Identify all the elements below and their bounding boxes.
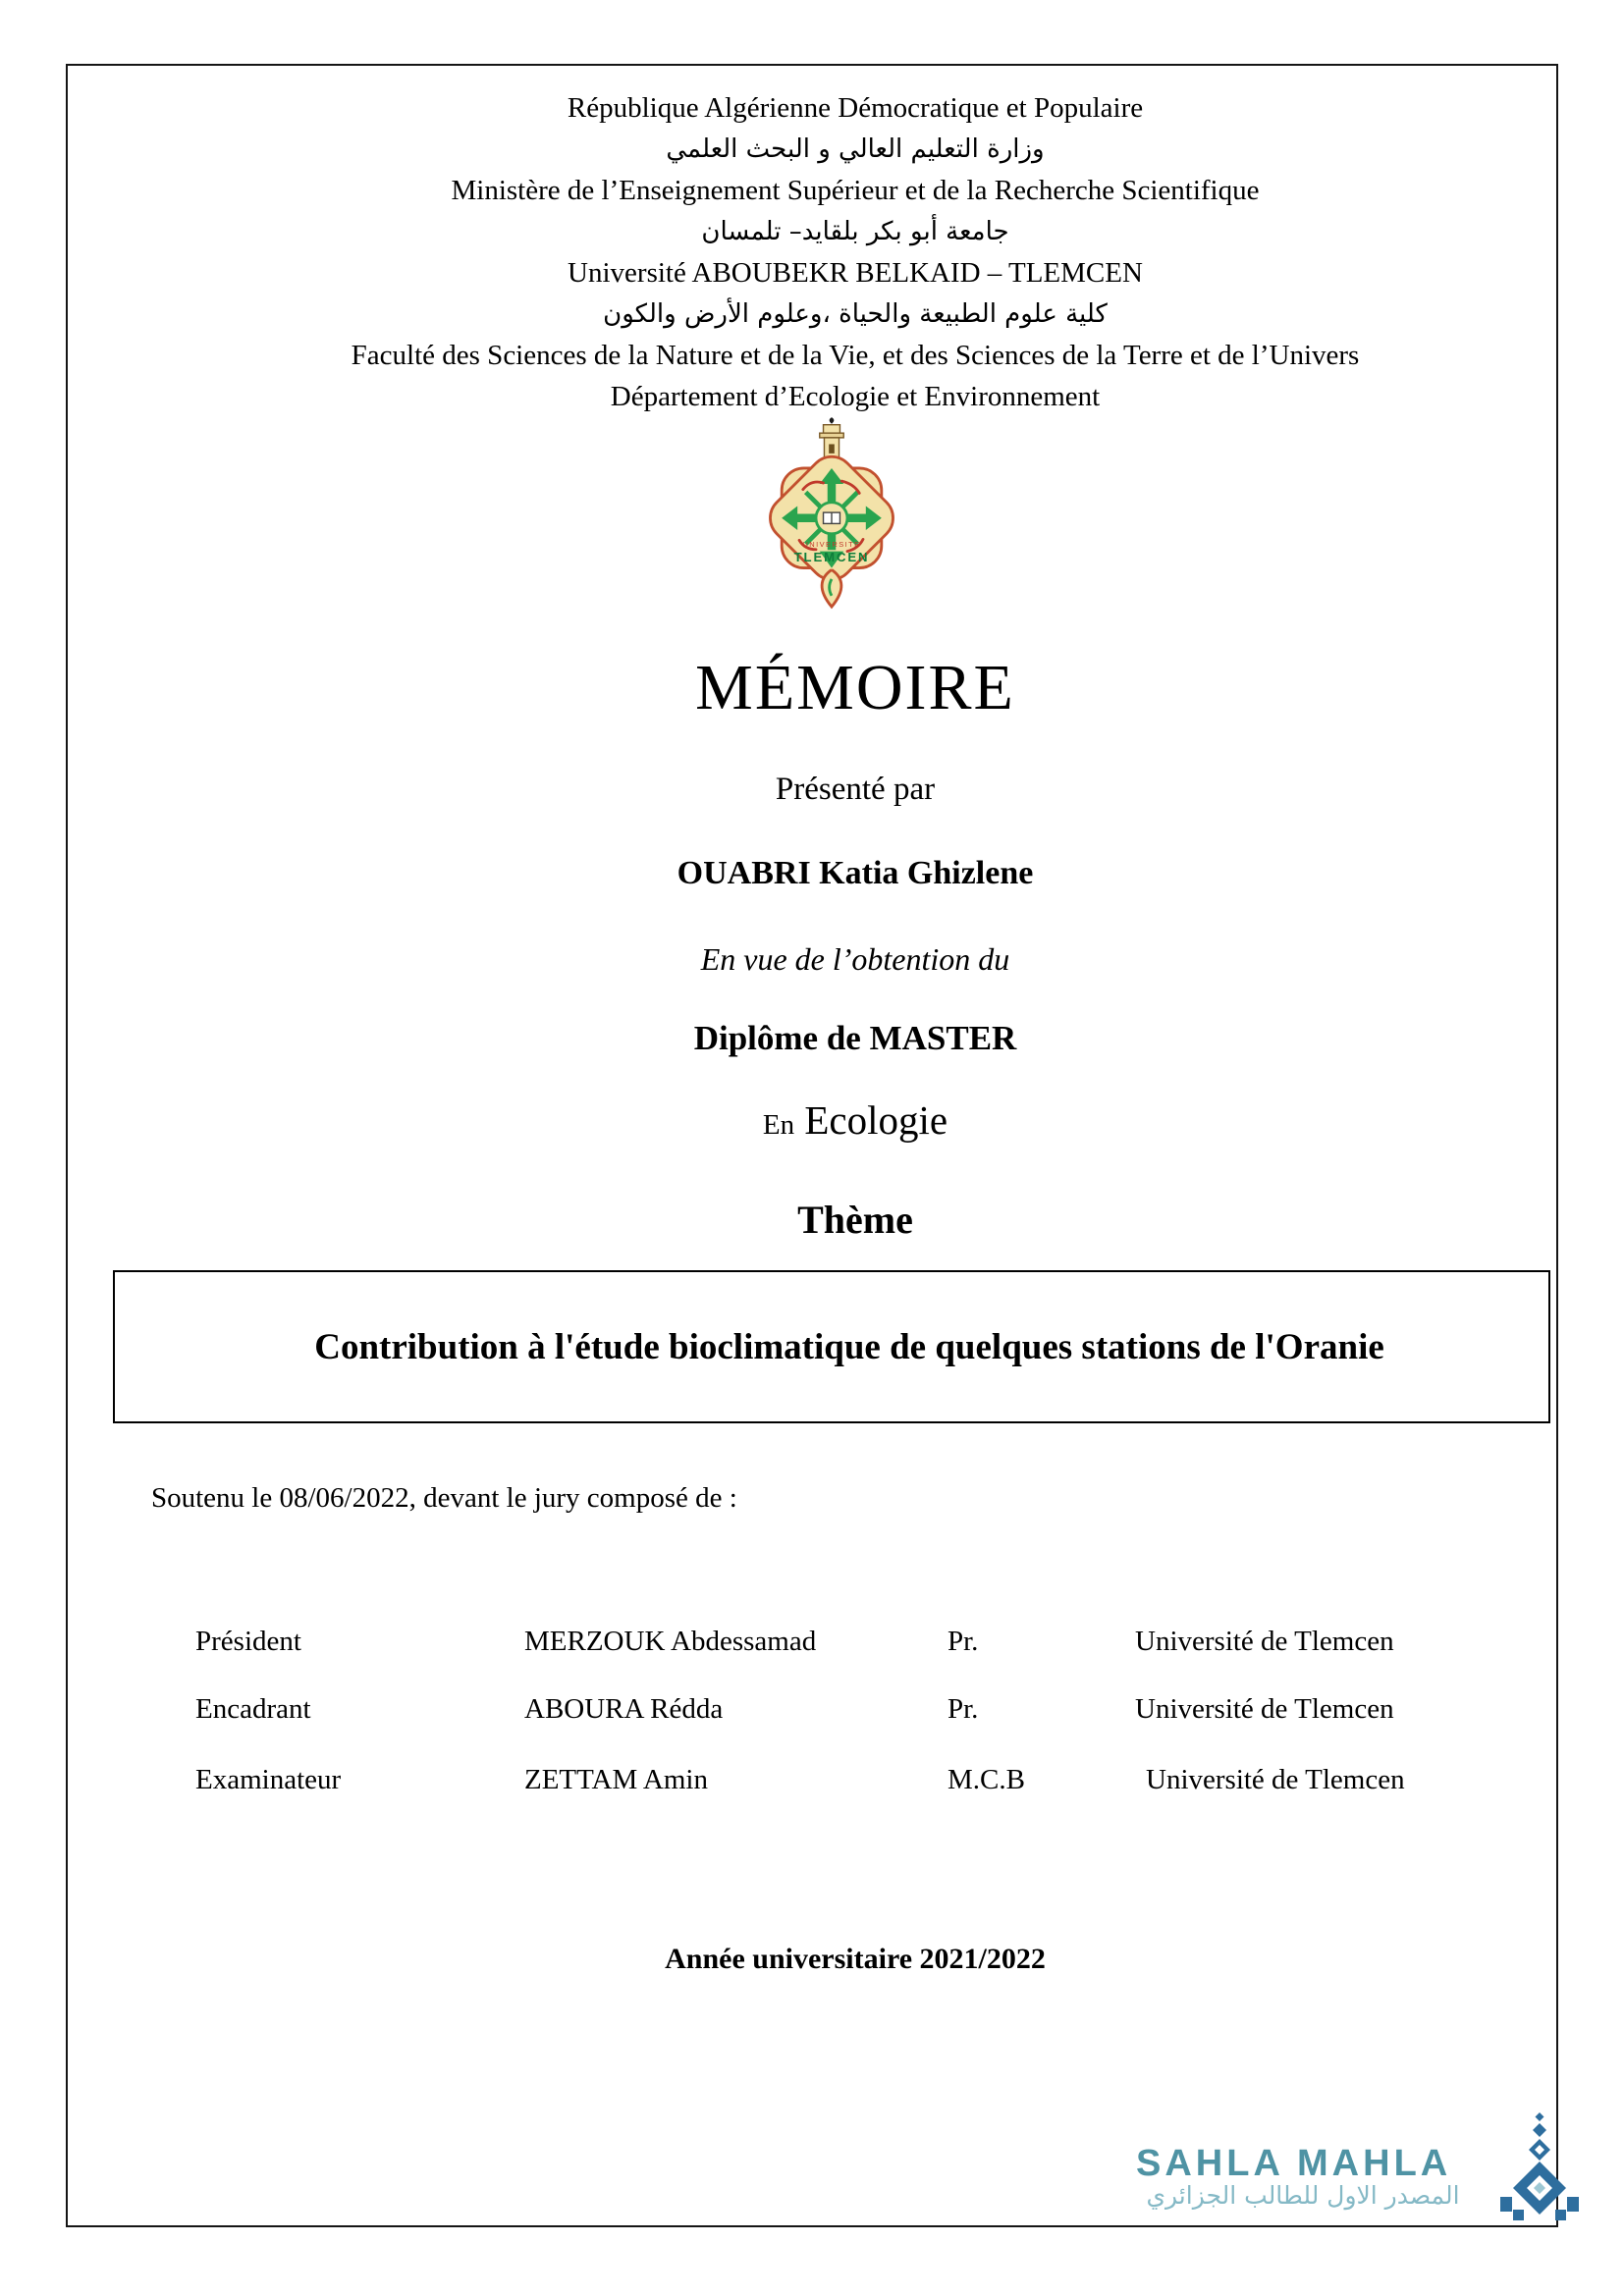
crest-tlemcen-label: TLEMCEN: [793, 550, 870, 564]
header-republic-line: République Algérienne Démocratique et Populaire: [567, 92, 1144, 124]
jury-affiliation: Université de Tlemcen: [1146, 1764, 1405, 1795]
jury-member-name: ZETTAM Amin: [524, 1764, 708, 1795]
academic-year: Année universitaire 2021/2022: [665, 1943, 1046, 1975]
jury-affiliation: Université de Tlemcen: [1135, 1693, 1394, 1725]
crest-minaret: [820, 425, 843, 460]
jury-role: Président: [195, 1626, 301, 1657]
jury-row-examinateur: [68, 1764, 1556, 1803]
diploma-line: Diplôme de MASTER: [693, 1019, 1017, 1057]
jury-row-encadrant: [68, 1693, 1556, 1733]
jury-role: Examinateur: [195, 1764, 342, 1795]
sahla-mahla-emblem-icon: [1500, 2112, 1579, 2225]
jury-grade: Pr.: [947, 1626, 979, 1657]
jury-row-president: [68, 1626, 1556, 1665]
crest-finial: [830, 417, 835, 424]
header-ministry-line: Ministère de l’Enseignement Supérieur et de la Recherche Scientifique: [451, 175, 1260, 206]
defense-date-line: Soutenu le 08/06/2022, devant le jury composé de :: [151, 1482, 737, 1514]
field-prefix: En: [762, 1109, 795, 1141]
header-faculty-line-arabic: كلية علوم الطبيعة والحياة ،وعلوم الأرض والكون: [603, 299, 1108, 329]
header-faculty-line: Faculté des Sciences de la Nature et de la Vie, et des Sciences de la Terre et de l’Univers: [351, 340, 1360, 371]
crest-universite-label: UNIVERSITE: [802, 539, 861, 549]
jury-grade: M.C.B: [947, 1764, 1025, 1795]
header-university-line-arabic: جامعة أبو بكر بلقايد– تلمسان: [701, 217, 1009, 246]
field-name: Ecologie: [804, 1097, 948, 1143]
purpose-line: En vue de l’obtention du: [700, 941, 1010, 977]
author-name: OUABRI Katia Ghizlene: [677, 855, 1034, 891]
theme-section-label: Thème: [797, 1198, 913, 1242]
header-ministry-line-arabic: وزارة التعليم العالي و البحث العلمي: [666, 134, 1045, 164]
university-tlemcen-crest-icon: [753, 411, 910, 617]
jury-affiliation: Université de Tlemcen: [1135, 1626, 1394, 1657]
document-type-title: MÉMOIRE: [695, 652, 1015, 723]
jury-role: Encadrant: [195, 1693, 311, 1725]
institution-header: [68, 87, 1556, 417]
jury-grade: Pr.: [947, 1693, 979, 1725]
thesis-title: Contribution à l'étude bioclimatique de quelques stations de l'Oranie: [314, 1326, 1384, 1367]
sahla-mahla-brand-text: SAHLA MAHLA: [1136, 2143, 1452, 2184]
presented-by-label: Présenté par: [775, 772, 936, 807]
crest-center-book: [816, 503, 847, 534]
thesis-title-box: [113, 1270, 1550, 1423]
page-border-frame: [66, 64, 1558, 2227]
field-line: [763, 1096, 947, 1144]
jury-member-name: MERZOUK Abdessamad: [524, 1626, 817, 1657]
jury-member-name: ABOURA Rédda: [524, 1693, 724, 1725]
crest-tail: [822, 569, 841, 607]
sahla-mahla-tagline-arabic: المصدر الاول للطالب الجزائري: [1146, 2181, 1460, 2210]
header-department-line: Département d’Ecologie et Environnement: [610, 381, 1101, 412]
header-university-line: Université ABOUBEKR BELKAID – TLEMCEN: [568, 257, 1143, 289]
